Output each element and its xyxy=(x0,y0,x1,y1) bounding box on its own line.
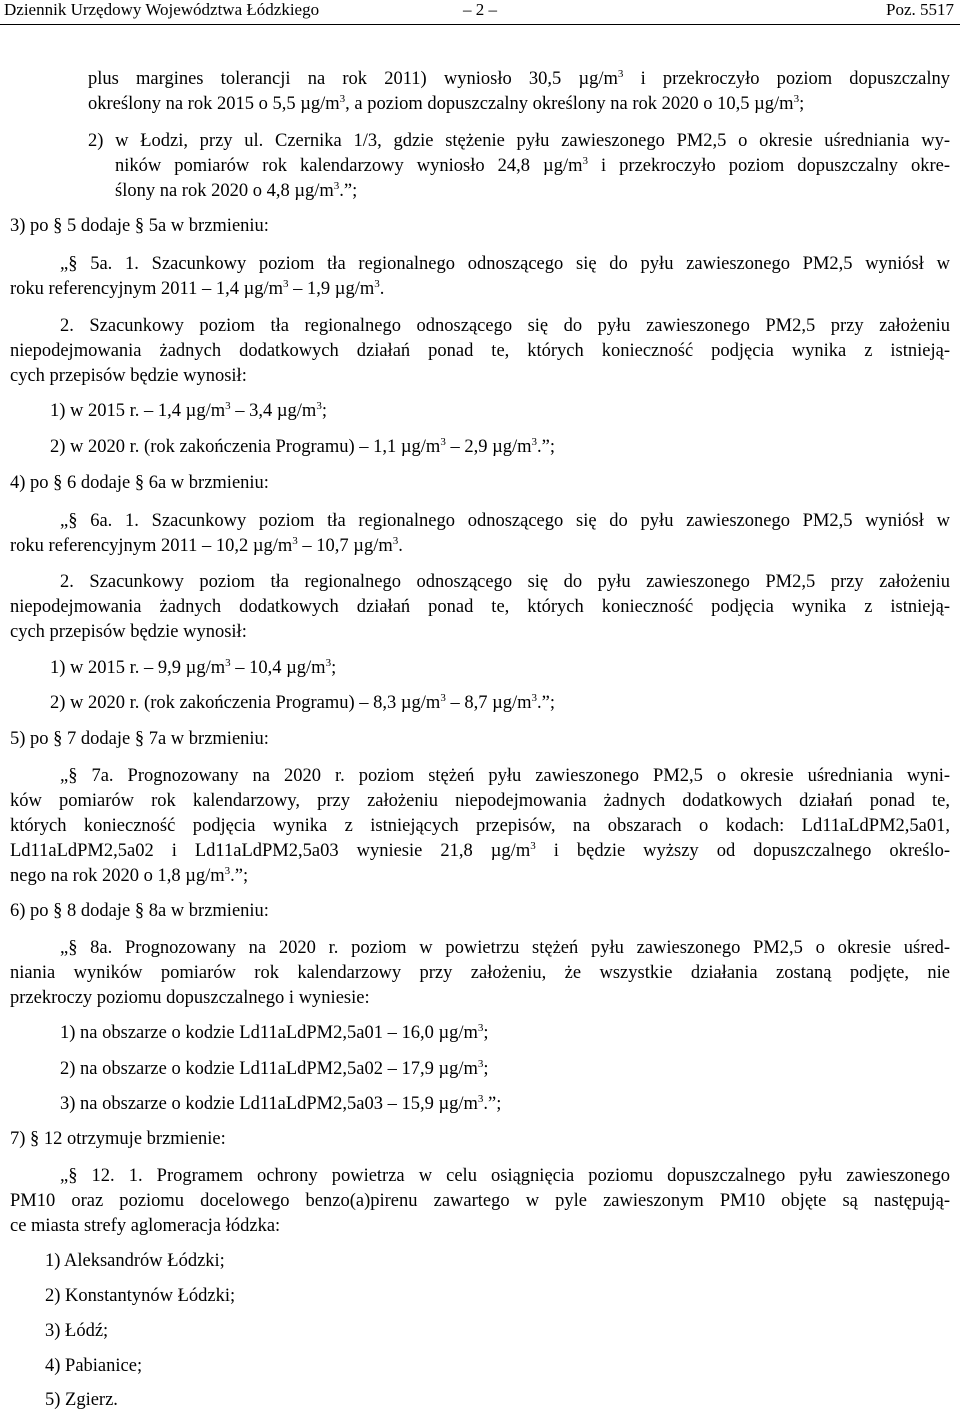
text-segment: 7) § 12 otrzymuje brzmienie: xyxy=(10,1129,226,1149)
text-segment: 2) w 2020 r. (rok zakończenia Programu) – 1,1 µg/m xyxy=(50,437,441,457)
text-segment: nego na rok 2020 o 1,8 µg/m xyxy=(10,866,225,886)
text-segment: ; xyxy=(331,658,337,678)
superscript: 3 xyxy=(292,535,298,547)
text-line xyxy=(10,865,248,887)
list-item xyxy=(50,400,327,422)
text-line xyxy=(10,815,950,837)
text-line xyxy=(88,93,804,115)
text-segment: „§ 7a. Prognozowany na 2020 r. poziom stężeń pyłu zawieszonego PM2,5 o okresie uśredniania wyni- xyxy=(60,766,950,786)
text-segment: 2) Konstantynów Łódzki; xyxy=(45,1286,236,1306)
text-segment: – 2,9 µg/m xyxy=(445,437,532,457)
superscript: 3 xyxy=(224,865,231,877)
text-line xyxy=(10,900,269,922)
text-line xyxy=(10,596,950,618)
superscript: 3 xyxy=(325,657,332,669)
text-segment: PM10 oraz poziomu docelowego benzo(a)pirenu zawartego w pyle zawieszonym PM10 objęte są następują- xyxy=(10,1191,950,1211)
text-segment: niepodejmowania żadnych dodatkowych działań ponad te, których konieczność podjęcia wynika z istnieją- xyxy=(10,341,950,361)
text-line xyxy=(115,155,950,177)
text-segment: , a poziom dopuszczalny określony na rok 2020 o 10,5 µg/m xyxy=(345,94,794,114)
text-segment: określony na rok 2015 o 5,5 µg/m xyxy=(88,94,340,114)
text-line xyxy=(10,1190,950,1212)
text-segment: „§ 6a. 1. Szacunkowy poziom tła regionalnego odnoszącego się do pyłu zawieszonego PM2,5 wyniósł w xyxy=(60,511,950,531)
text-segment: ków pomiarów rok kalendarzowy, przy założeniu niepodejmowania żadnych dodatkowych działań ponad te, xyxy=(10,791,950,811)
superscript: 3 xyxy=(793,93,800,105)
text-segment: 3) Łódź; xyxy=(45,1321,109,1341)
text-line xyxy=(10,962,950,984)
text-segment: których konieczność podjęcia wynika z istniejących przepisów, na obszarach o kodach: Ld11aLdPM2,5a01, xyxy=(10,816,950,836)
text-segment: i przekroczyło poziom dopuszczalny okre- xyxy=(587,156,950,176)
superscript: 3 xyxy=(531,692,538,704)
text-segment: .”; xyxy=(483,1094,502,1114)
text-segment: ce miasta strefy aglomeracja łódzka: xyxy=(10,1216,281,1236)
text-segment: roku referencyjnym 2011 – 10,2 µg/m xyxy=(10,536,293,556)
text-line xyxy=(10,535,403,557)
text-line xyxy=(88,130,950,152)
text-segment: ; xyxy=(483,1023,489,1043)
text-segment: 5) po § 7 dodaje § 7a w brzmieniu: xyxy=(10,729,269,749)
text-segment: ślony na rok 2020 o 4,8 µg/m xyxy=(115,181,334,201)
text-segment: ników pomiarów rok kalendarzowy wyniosło 24,8 µg/m xyxy=(115,156,583,176)
text-segment: 3) na obszarze o kodzie Ld11aLdPM2,5a03 – 15,9 µg/m xyxy=(60,1094,478,1114)
text-line xyxy=(115,180,357,202)
text-line xyxy=(60,765,950,787)
text-segment: .”; xyxy=(230,866,249,886)
page-header xyxy=(0,0,960,25)
text-line xyxy=(60,937,950,959)
superscript: 3 xyxy=(225,657,231,669)
text-line xyxy=(10,340,950,362)
text-line xyxy=(10,1128,226,1150)
superscript: 3 xyxy=(477,1022,484,1034)
list-item xyxy=(45,1285,235,1307)
text-line xyxy=(60,571,950,593)
text-line xyxy=(60,315,950,337)
superscript: 3 xyxy=(530,840,536,852)
text-segment: 1) w 2015 r. – 9,9 µg/m xyxy=(50,658,226,678)
superscript: 3 xyxy=(339,93,346,105)
list-item xyxy=(45,1389,118,1411)
text-segment: plus margines tolerancji na rok 2011) wyniosło 30,5 µg/m xyxy=(88,69,618,89)
text-segment: i przekroczyło poziom dopuszczalny xyxy=(623,69,950,89)
text-segment: 2) na obszarze o kodzie Ld11aLdPM2,5a02 – 17,9 µg/m xyxy=(60,1059,478,1079)
journal-title: Dziennik Urzędowy Województwa Łódzkiego xyxy=(4,0,320,19)
text-segment: niania wyników pomiarów rok kalendarzowy przy założeniu, że wszystkie działania zostaną podjęte, nie xyxy=(10,963,950,983)
text-segment: 1) w 2015 r. – 1,4 µg/m xyxy=(50,401,226,421)
superscript: 3 xyxy=(374,278,380,290)
page-number: – 2 – xyxy=(463,0,497,19)
superscript: 3 xyxy=(333,180,340,192)
superscript: 3 xyxy=(582,155,588,167)
text-line xyxy=(10,472,269,494)
text-segment: 2) w Łodzi, przy ul. Czernika 1/3, gdzie stężenie pyłu zawieszonego PM2,5 o okresie uśredniania wy- xyxy=(88,131,950,151)
superscript: 3 xyxy=(477,1058,484,1070)
text-segment: – 10,7 µg/m xyxy=(297,536,393,556)
text-segment: ; xyxy=(321,401,327,421)
text-segment: „§ 8a. Prognozowany na 2020 r. poziom w powietrzu stężeń pyłu zawieszonego PM2,5 o okresie uśred- xyxy=(60,938,950,958)
text-segment: 2) w 2020 r. (rok zakończenia Programu) – 8,3 µg/m xyxy=(50,693,441,713)
text-line xyxy=(60,510,950,532)
text-segment: Ld11aLdPM2,5a02 i Ld11aLdPM2,5a03 wyniesie 21,8 µg/m xyxy=(10,841,531,861)
text-segment: ; xyxy=(799,94,805,114)
list-item xyxy=(60,1093,501,1115)
text-segment: cych przepisów będzie wynosił: xyxy=(10,366,247,386)
text-line xyxy=(10,987,370,1009)
text-line xyxy=(10,840,950,862)
list-item xyxy=(50,692,555,714)
superscript: 3 xyxy=(440,436,446,448)
text-segment: 3) po § 5 dodaje § 5a w brzmieniu: xyxy=(10,216,269,236)
text-segment: .”; xyxy=(339,181,358,201)
text-line xyxy=(10,728,269,750)
text-segment: – 1,9 µg/m xyxy=(288,279,375,299)
text-segment: cych przepisów będzie wynosił: xyxy=(10,622,247,642)
superscript: 3 xyxy=(477,1093,484,1105)
list-item xyxy=(60,1058,489,1080)
list-item xyxy=(50,657,336,679)
superscript: 3 xyxy=(440,692,446,704)
text-segment: 2. Szacunkowy poziom tła regionalnego odnoszącego się do pyłu zawieszonego PM2,5 przy założeniu xyxy=(60,572,950,592)
text-line xyxy=(60,253,950,275)
list-item xyxy=(45,1250,225,1272)
text-line xyxy=(10,621,247,643)
text-segment: – 10,4 µg/m xyxy=(230,658,326,678)
list-item xyxy=(50,436,555,458)
text-line xyxy=(10,365,247,387)
text-line xyxy=(88,68,950,90)
text-segment: ; xyxy=(483,1059,489,1079)
superscript: 3 xyxy=(225,400,231,412)
text-segment: „§ 12. 1. Programem ochrony powietrza w celu osiągnięcia poziomu dopuszczalnego pyłu zawieszonego xyxy=(60,1166,950,1186)
text-segment: 6) po § 8 dodaje § 8a w brzmieniu: xyxy=(10,901,269,921)
text-segment: – 8,7 µg/m xyxy=(445,693,532,713)
text-segment: .”; xyxy=(537,437,556,457)
text-segment: roku referencyjnym 2011 – 1,4 µg/m xyxy=(10,279,284,299)
text-line xyxy=(60,1165,950,1187)
text-segment: 4) po § 6 dodaje § 6a w brzmieniu: xyxy=(10,473,269,493)
text-segment: „§ 5a. 1. Szacunkowy poziom tła regionalnego odnoszącego się do pyłu zawieszonego PM2,5 wyniósł w xyxy=(60,254,950,274)
text-segment: 1) Aleksandrów Łódzki; xyxy=(45,1251,225,1271)
text-segment: 1) na obszarze o kodzie Ld11aLdPM2,5a01 – 16,0 µg/m xyxy=(60,1023,478,1043)
list-item xyxy=(60,1022,489,1044)
text-segment: 5) Zgierz. xyxy=(45,1390,118,1410)
text-segment: przekroczy poziomu dopuszczalnego i wyniesie: xyxy=(10,988,370,1008)
text-line xyxy=(10,790,950,812)
superscript: 3 xyxy=(283,278,289,290)
text-segment: – 3,4 µg/m xyxy=(230,401,317,421)
superscript: 3 xyxy=(392,535,399,547)
superscript: 3 xyxy=(617,68,624,80)
text-segment: . xyxy=(379,279,385,299)
text-segment: .”; xyxy=(537,693,556,713)
text-segment: 2. Szacunkowy poziom tła regionalnego odnoszącego się do pyłu zawieszonego PM2,5 przy założeniu xyxy=(60,316,950,336)
list-item xyxy=(45,1320,108,1342)
text-line xyxy=(10,278,384,300)
text-segment: . xyxy=(398,536,403,556)
text-segment: niepodejmowania żadnych dodatkowych działań ponad te, których konieczność podjęcia wynika z istnieją- xyxy=(10,597,950,617)
superscript: 3 xyxy=(531,436,538,448)
position-number: Poz. 5517 xyxy=(886,0,954,19)
text-line xyxy=(10,1215,280,1237)
text-segment: i będzie wyższy od dopuszczalnego określo- xyxy=(535,841,950,861)
text-line xyxy=(10,215,269,237)
superscript: 3 xyxy=(316,400,322,412)
text-segment: 4) Pabianice; xyxy=(45,1356,143,1376)
list-item xyxy=(45,1355,142,1377)
